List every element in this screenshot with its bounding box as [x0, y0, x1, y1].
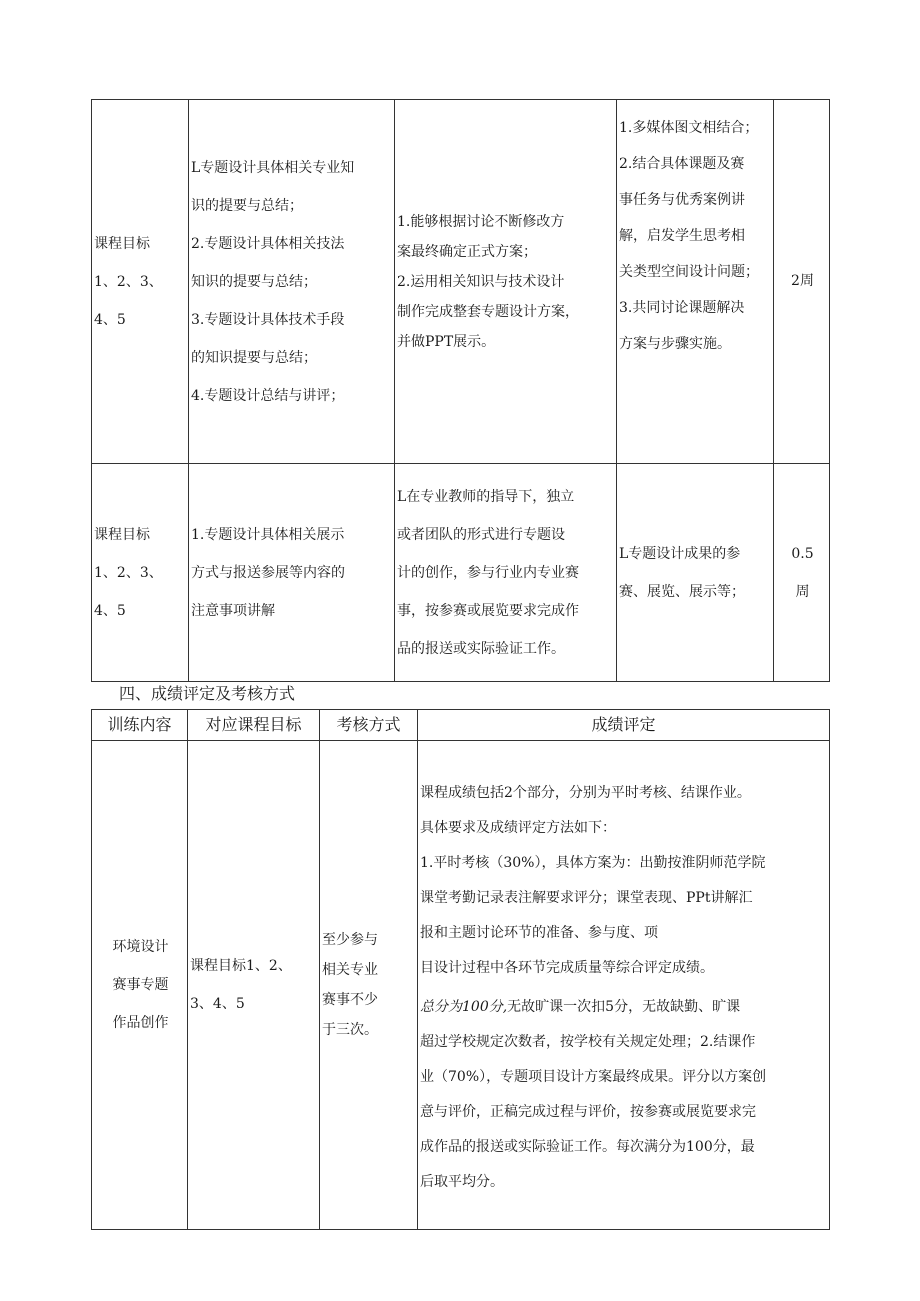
section-heading: 四、成绩评定及考核方式	[119, 684, 296, 703]
column-header: 成绩评定	[418, 710, 830, 741]
ability-cell: 1.能够根据讨论不断修改方 案最终确定正式方案； 2.运用相关知识与技术设计 制作完成整套专题设计方案， 并做PPT展示。	[395, 100, 617, 464]
ability-cell: L在专业教师的指导下，独立 或者团队的形式进行专题设 计的创作，参与行业内专业赛 事，按参赛或展览要求完成作 品的报送或实际验证工作。	[395, 464, 617, 682]
grading-text-part1: 课程成绩包括2个部分，分别为平时考核、结课作业。 具体要求及成绩评定方法如下： 1.平时考核（30%），具体方案为：出勤按淮阴师范学院 课堂考勤记录表注解要求评分；课堂表现、PPt讲解汇 报和主题讨论环节的准备、参与度、项 目设计过程中各环节完成质量等综合评定成绩。	[420, 785, 766, 976]
table-row	[92, 741, 830, 1230]
knowledge-cell: 1.专题设计具体相关展示 方式与报送参展等内容的 注意事项讲解	[189, 464, 395, 682]
table-header-row	[92, 710, 830, 741]
goal-cell: 课程目标 1、2、3、 4、5	[92, 100, 189, 464]
assessment-table	[91, 709, 830, 1230]
grading-text-part2: 无故旷课一次扣5分，无故缺勤、旷课 超过学校规定次数者，按学校有关规定处理；2.结课作 业（70%），专题项目设计方案最终成果。评分以方案创 意与评价，正稿完成过程与评价，按参赛或展览要求完 成作品的报送或实际验证工作。每次满分为100分，最 后取平均分。	[420, 999, 767, 1190]
table-row	[92, 464, 830, 682]
column-header: 考核方式	[320, 710, 418, 741]
schedule-table	[91, 99, 830, 682]
hours-cell: 2周	[774, 100, 830, 464]
column-header: 训练内容	[92, 710, 188, 741]
grading-total-italic: 总分为100分,	[420, 999, 508, 1015]
knowledge-cell: L专题设计具体相关专业知 识的提要与总结； 2.专题设计具体相关技法 知识的提要与总结； 3.专题设计具体技术手段 的知识提要与总结； 4.专题设计总结与讲评；	[189, 100, 395, 464]
goal-cell: 课程目标 1、2、3、 4、5	[92, 464, 189, 682]
column-header: 对应课程目标	[188, 710, 320, 741]
method-cell: 1.多媒体图文相结合； 2.结合具体课题及赛 事任务与优秀案例讲 解，启发学生思考相 关类型空间设计问题； 3.共同讨论课题解决 方案与步骤实施。	[617, 100, 774, 464]
content-cell: 环境设计 赛事专题 作品创作	[92, 741, 188, 1230]
method-cell: L专题设计成果的参 赛、展览、展示等；	[617, 464, 774, 682]
goal-cell: 课程目标1、2、 3、4、5	[188, 741, 320, 1230]
hours-cell: 0.5 周	[774, 464, 830, 682]
table-row	[92, 100, 830, 464]
method-cell: 至少参与 相关专业 赛事不少 于三次。	[320, 741, 418, 1230]
grading-text-part2-wrap	[420, 990, 827, 1200]
grading-cell	[418, 741, 830, 1230]
